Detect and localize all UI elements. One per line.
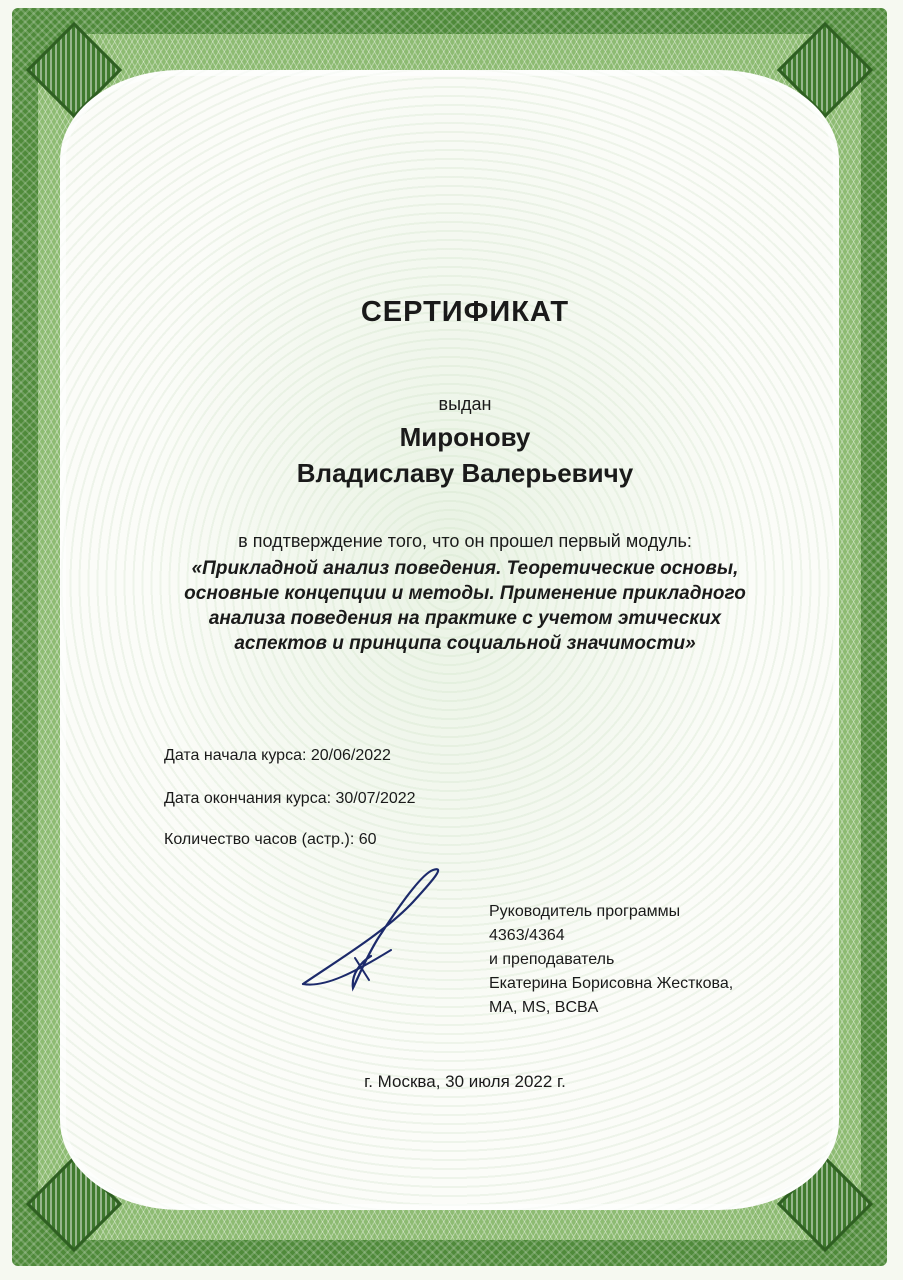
place-and-date: г. Москва, 30 июля 2022 г.	[364, 1072, 566, 1091]
course-start-date: Дата начала курса: 20/06/2022	[164, 747, 391, 764]
signature-icon	[295, 862, 455, 997]
module-title: «Прикладной анализ поведения. Теоретические основы, основные концепции и методы. Применение прикладного анализа поведения на практике с учетом этических аспектов и принципа социальной значимости»	[184, 558, 746, 654]
leader-line: Екатерина Борисовна Жесткова,	[489, 975, 734, 992]
leader-line: 4363/4364	[489, 927, 565, 944]
issued-label: выдан	[438, 394, 492, 414]
program-leader-block	[489, 900, 733, 1020]
recipient-given-names: Владиславу Валерьевичу	[296, 458, 634, 488]
course-end-date: Дата окончания курса: 30/07/2022	[164, 790, 416, 807]
leader-line: MA, MS, BCBA	[489, 999, 599, 1016]
leader-line: Руководитель программы	[489, 903, 681, 920]
leader-line: и преподаватель	[489, 951, 615, 968]
course-hours: Количество часов (астр.): 60	[164, 831, 377, 848]
certificate-title: СЕРТИФИКАТ	[360, 296, 570, 328]
recipient-surname: Миронову	[399, 422, 531, 452]
confirmation-text: в подтверждение того, что он прошел первый модуль:	[238, 531, 692, 551]
